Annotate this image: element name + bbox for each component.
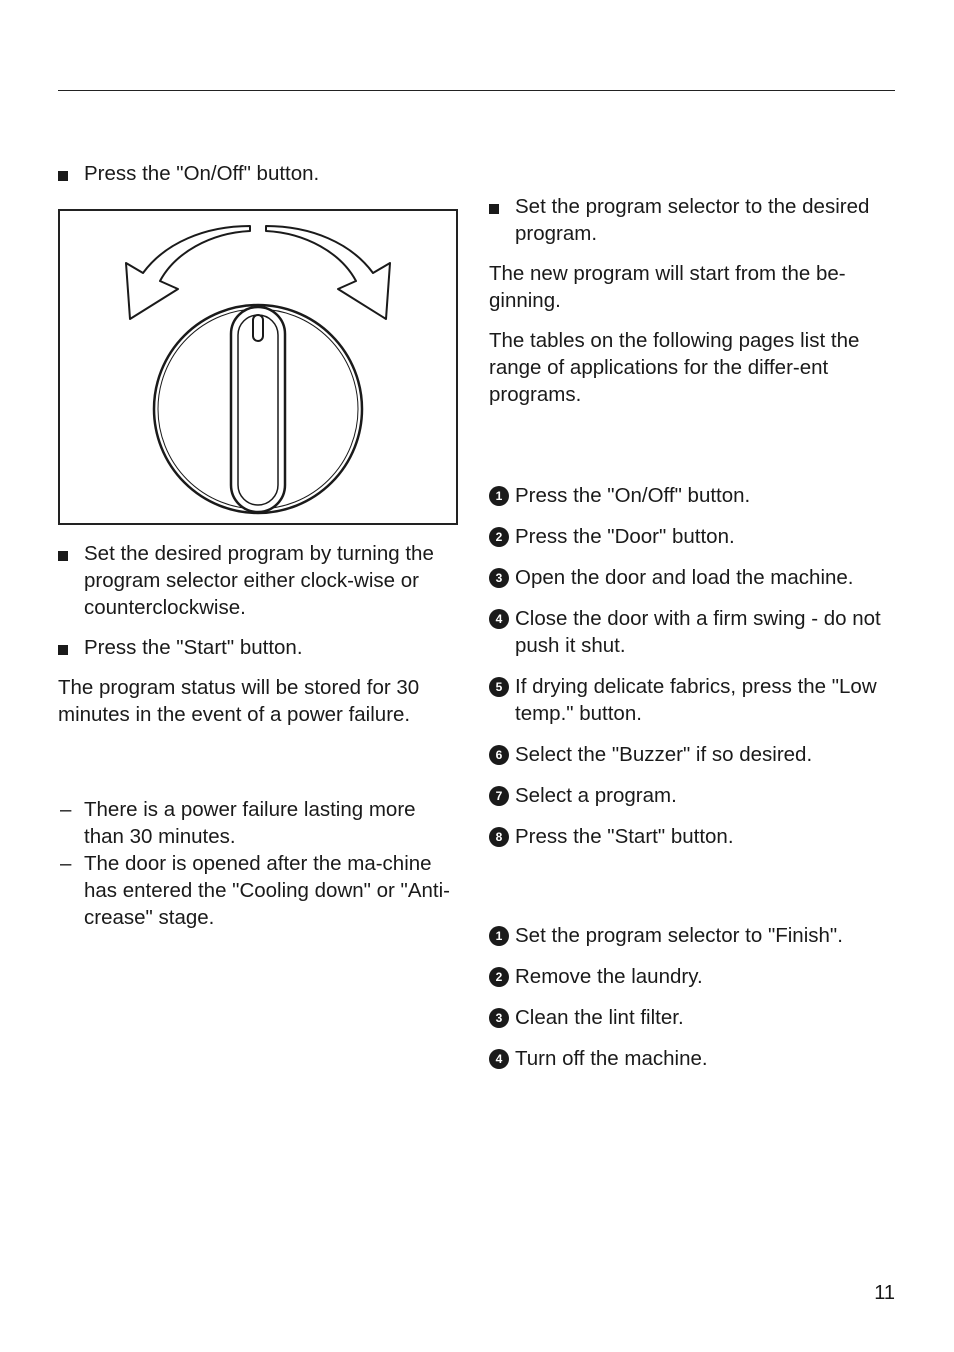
condition-text: There is a power failure lasting more than 30 minutes.	[84, 798, 416, 848]
step-text: Close the door with a firm swing - do not push it shut.	[515, 607, 881, 657]
step-number-icon: 4	[489, 609, 509, 629]
step-item	[489, 1045, 899, 1072]
step-number-icon: 2	[489, 527, 509, 547]
instruction-text: Set the program selector to the desired program.	[515, 195, 870, 245]
program-selector-illustration	[58, 209, 458, 525]
instruction-text: Press the "On/Off" button.	[84, 162, 320, 185]
step-text: Select a program.	[515, 784, 677, 807]
step-item	[489, 523, 899, 550]
condition-item: – There is a power failure lasting more than 30 minutes.	[60, 798, 416, 848]
step-number-icon: 1	[489, 926, 509, 946]
step-text: Select the "Buzzer" if so desired.	[515, 743, 813, 766]
selector-dial-icon	[60, 211, 456, 523]
step-text: Open the door and load the machine.	[515, 566, 854, 589]
step-item	[489, 823, 899, 850]
step-text: Press the "On/Off" button.	[515, 484, 751, 507]
start-steps-list	[489, 482, 899, 850]
instruction-press-start	[58, 634, 458, 661]
page-number: 11	[874, 1282, 895, 1304]
step-item	[489, 922, 899, 949]
header-rule	[58, 90, 895, 91]
step-text: Press the "Door" button.	[515, 525, 735, 548]
step-item	[489, 741, 899, 768]
step-number-icon: 2	[489, 967, 509, 987]
step-text: Clean the lint filter.	[515, 1006, 684, 1029]
step-number-icon: 5	[489, 677, 509, 697]
step-number-icon: 8	[489, 827, 509, 847]
step-item	[489, 605, 899, 659]
step-text: Set the program selector to "Finish".	[515, 924, 843, 947]
step-number-icon: 4	[489, 1049, 509, 1069]
bullet-square-icon	[58, 551, 68, 561]
right-column	[489, 193, 899, 1072]
tables-note: The tables on the following pages list the range of applications for the differ-ent programs.	[489, 329, 860, 406]
step-text: Turn off the machine.	[515, 1047, 708, 1070]
step-number-icon: 1	[489, 486, 509, 506]
left-column	[58, 160, 458, 931]
step-item	[489, 482, 899, 509]
step-text: If drying delicate fabrics, press the "Low temp." button.	[515, 675, 877, 725]
instruction-set-program	[58, 540, 458, 621]
step-number-icon: 7	[489, 786, 509, 806]
step-number-icon: 3	[489, 568, 509, 588]
bullet-square-icon	[58, 645, 68, 655]
step-text: Press the "Start" button.	[515, 825, 734, 848]
step-number-icon: 3	[489, 1008, 509, 1028]
bullet-square-icon	[58, 171, 68, 181]
condition-text: The door is opened after the ma-chine has entered the "Cooling down" or "Anti-crease" stage.	[84, 852, 450, 929]
status-stored-note: The program status will be stored for 30 minutes in the event of a power failure.	[58, 676, 420, 726]
instruction-text: Set the desired program by turning the program selector either clock-wise or counterclockwise.	[84, 542, 434, 619]
step-item	[489, 782, 899, 809]
step-item	[489, 963, 899, 990]
step-number-icon: 6	[489, 745, 509, 765]
instruction-set-selector	[489, 193, 899, 247]
end-steps-list	[489, 922, 899, 1072]
bullet-square-icon	[489, 204, 499, 214]
instruction-text: Press the "Start" button.	[84, 636, 303, 659]
condition-item: – The door is opened after the ma-chine has entered the "Cooling down" or "Anti-crease" stage.	[60, 852, 450, 929]
step-text: Remove the laundry.	[515, 965, 703, 988]
step-item	[489, 1004, 899, 1031]
step-item	[489, 673, 899, 727]
step-item	[489, 564, 899, 591]
instruction-press-onoff	[58, 160, 458, 187]
new-program-note: The new program will start from the be-ginning.	[489, 262, 846, 312]
